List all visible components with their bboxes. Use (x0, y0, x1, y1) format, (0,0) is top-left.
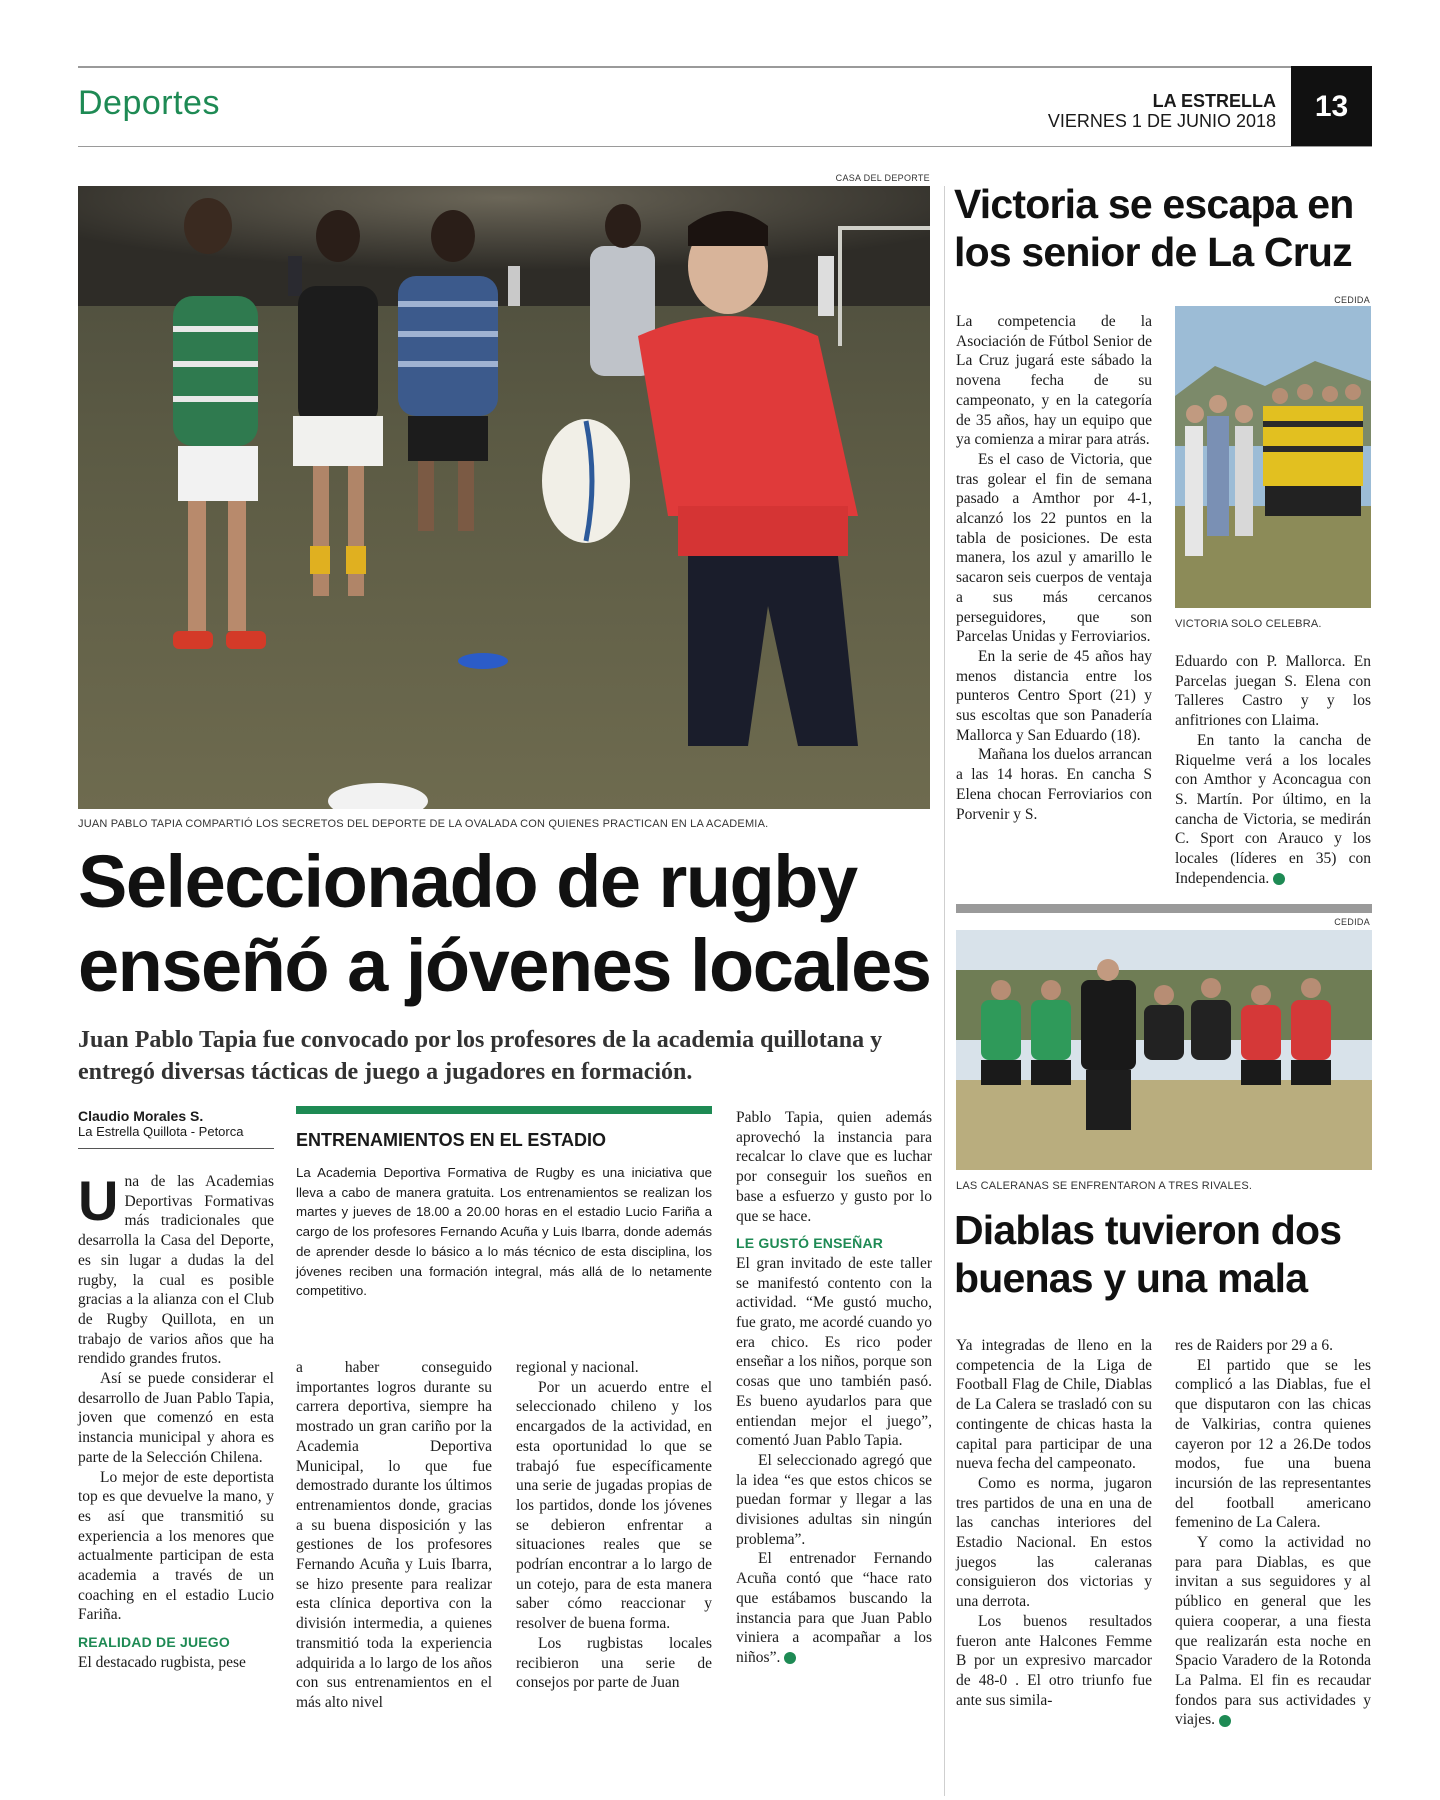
main-col1-paragraph-2: Así se puede considerar el desarrollo de Juan Pablo Tapia, joven que comenzó en esta instancia municipal y ahora es parte de la Selección Chilena. (78, 1370, 274, 1466)
subhead-realidad: REALIDAD DE JUEGO (78, 1634, 230, 1651)
side1-colA-paragraph-2: Es el caso de Victoria, que tras golear el fin de semana pasado a Amthor por 4-1, alcanzó los 22 puntos en la tabla de posiciones. De esta manera, los azul y amarillo le sacaron seis cuerpos de ventaja a sus más cercanos perseguidores, que son Parcelas Unidas y Ferroviarios. (956, 450, 1152, 646)
side1-photo (1175, 306, 1371, 608)
side1-colA-paragraph-1: La competencia de la Asociación de Fútbol Senior de La Cruz jugará este sábado la novena fecha de su campeonato, y en la categoría de 35 años, hay un equipo que ya comienza a mirar para atrás. (956, 313, 1152, 449)
side2-column-a (956, 1336, 1152, 1710)
side1-photo-credit: CEDIDA (1334, 295, 1370, 305)
masthead (1048, 92, 1276, 130)
main-col1-paragraph-4: El destacado rugbista, pese (78, 1653, 246, 1671)
byline (78, 1108, 274, 1139)
main-col3-paragraph-1: regional y nacional. (516, 1359, 639, 1376)
main-photo (78, 186, 930, 809)
side1-column-b (1175, 652, 1371, 888)
main-headline-line1: Seleccionado de rugby (78, 840, 857, 923)
section-title: Deportes (78, 84, 220, 122)
main-column-3 (516, 1358, 712, 1693)
side2-colA-paragraph-2: Como es norma, jugaron tres partidos de una en una de las canchas interiores del Estadio Nacional. En estos juegos las caleranas consiguieron dos victorias y una derrota. (956, 1474, 1152, 1611)
newspaper-name: LA ESTRELLA (1152, 91, 1276, 111)
main-headline-line2: enseñó a jóvenes locales (78, 924, 931, 1007)
side2-photo-credit: CEDIDA (1334, 917, 1370, 927)
main-deck: Juan Pablo Tapia fue convocado por los profesores de la academia quillotana y entregó diversas tácticas de juego a jugadores en formación. (78, 1027, 883, 1085)
header-top-rule (78, 66, 1372, 68)
byline-author: Claudio Morales S. (78, 1108, 204, 1124)
issue-date: VIERNES 1 DE JUNIO 2018 (1047, 111, 1276, 131)
side2-colB-paragraph-2: El partido que se les complicó a las Diablas, fue el que disputaron con las chicas de Valkirias, contra quienes cayeron por 12 a 26.De todos modos, fue una buena incursión de las representantes del football americano femenino de La Calera. (1175, 1356, 1371, 1532)
main-col2-paragraph-1: a haber conseguido importantes logros durante su carrera deportiva, siempre ha mostrado un gran cariño por la Academia Deportiva Municipal, lo que fue demostrado durante los últimos entrenamientos donde, gracias a su buena disposición y las gestiones de los profesores Fernando Acuña y Luis Ibarra, se hizo presente para realizar esta clínica deportiva con la división intermedia, a quienes transmitió toda la experiencia adquirida a lo largo de los años con sus entrenamientos en el más alto nivel (296, 1359, 492, 1711)
drop-cap: U (78, 1169, 119, 1232)
side2-colA-paragraph-3: Los buenos resultados fueron ante Halcones Femme B por un expresivo marcador de 48-0 . El otro triunfo fue ante sus simila- (956, 1612, 1152, 1709)
side1-headline (954, 180, 1374, 276)
main-col4-paragraph-2: El gran invitado de este taller se manifestó contento con la actividad. “Me gustó mucho, fue grato, me acordé cuando yo era chico. Es rico poder enseñar a los niños, porque son cosas que uno también pasó. Es bueno ayudarlos para que entiendan mejor el juego”, comentó Juan Pablo Tapia. (736, 1254, 932, 1450)
side1-headline-line2: los senior de La Cruz (954, 229, 1352, 275)
main-col4-paragraph-1: Pablo Tapia, quien además aprovechó la instancia para recalcar lo clave que es luchar por conseguir los sueños en base a esfuerzo y gusto por lo que se hace. (736, 1109, 932, 1225)
main-column-4 (736, 1108, 932, 1668)
main-headline (78, 840, 938, 1008)
side1-colB-paragraph-2: En tanto la cancha de Riquelme verá a los locales con Amthor y Aconcagua con S. Martín. Por último, en la cancha de Victoria, se medirán C. Sport con Arauco y los locales (líderes en 35) con Independencia. (1175, 731, 1371, 887)
side2-headline-line1: Diablas tuvieron dos (954, 1207, 1342, 1253)
main-photo-credit: CASA DEL DEPORTE (835, 173, 930, 183)
side1-colA-paragraph-4: Mañana los duelos arrancan a las 14 horas. En cancha S Elena chocan Ferroviarios con Porvenir y S. (956, 746, 1152, 823)
main-photo-caption: JUAN PABLO TAPIA COMPARTIÓ LOS SECRETOS DEL DEPORTE DE LA OVALADA CON QUIENES PRACTICAN EN LA ACADEMIA. (78, 818, 769, 830)
info-box-rule (296, 1106, 712, 1114)
side2-colA-paragraph-1: Ya integradas de lleno en la competencia de la Liga de Football Flag de Chile, Diablas de La Calera se trasladó con su contingente de chicas hasta la capital para participar de una nueva fecha del campeonato. (956, 1337, 1152, 1473)
info-box-text: La Academia Deportiva Formativa de Rugby es una iniciativa que lleva a cabo de manera gratuita. Los entrenamientos se realizan los martes y jueves de 18.00 a 20.00 horas en el estadio Lucio Fariña a cargo de los profesores Fernando Acuña y Luis Ibarra, donde además de aprender desde lo básico a lo más técnico de esta disciplina, los jóvenes reciben una formación integral, más allá de lo netamente competitivo. (296, 1165, 712, 1299)
column-divider (944, 186, 945, 1796)
main-col1-paragraph-3: Lo mejor de este deportista top es que devuelve la mano, y es así que transmitió su experiencia a los menores que actualmente participan de esta academia a través de un coaching en el estadio Lucio Fariña. (78, 1468, 274, 1624)
end-mark-icon (784, 1652, 796, 1664)
main-column-1 (78, 1169, 274, 1673)
byline-rule (78, 1148, 274, 1149)
side2-top-rule (956, 904, 1372, 913)
end-mark-icon (1273, 873, 1285, 885)
byline-organization: La Estrella Quillota - Petorca (78, 1124, 244, 1139)
end-mark-icon (1219, 1715, 1231, 1727)
side2-column-b (1175, 1336, 1371, 1730)
main-col1-paragraph-1: na de las Academias Deportivas Formativas más tradicionales que desarrolla la Casa del Deporte, es sin lugar a dudas la del rugby, la cual es posible gracias a la alianza con el Club de Rugby Quillota, en un trabajo de varios años que ha rendido grandes frutos. (78, 1173, 274, 1368)
main-column-2 (296, 1358, 492, 1713)
side1-colB-paragraph-1: Eduardo con P. Mallorca. En Parcelas juegan S. Elena con Talleres Castro y y los anfitriones con Llaima. (1175, 653, 1371, 730)
side2-colB-paragraph-3: Y como la actividad no para para Diablas, es que invitan a sus seguidores y al público en general que les quiera cooperar, a una fiesta que realizarán esta noche en Spacio Varadero de la Rotonda La Palma. El fin es recaudar fondos para sus actividades y viajes. (1175, 1534, 1371, 1729)
side1-column-a (956, 312, 1152, 824)
main-col4-paragraph-3: El seleccionado agregó que la idea “es que estos chicos se puedan formar y llegar a las divisiones adultas sin ningún problema”. (736, 1451, 932, 1548)
side2-photo (956, 930, 1372, 1170)
side2-headline (954, 1206, 1374, 1302)
main-col4-paragraph-4: El entrenador Fernando Acuña contó que “hace rato que estábamos buscando la instancia para que Juan Pablo viniera a acompañar a los niños”. (736, 1550, 932, 1666)
main-col3-paragraph-3: Los rugbistas locales recibieron una serie de consejos por parte de Juan (516, 1634, 712, 1692)
page-number: 13 (1291, 66, 1372, 147)
side1-headline-line1: Victoria se escapa en (954, 181, 1354, 227)
main-col3-paragraph-2: Por un acuerdo entre el seleccionado chileno y los encargados de la actividad, en esta oportunidad lo que se trabajó fue específicamente una serie de jugadas propias de los partidos, donde los jóvenes se debieron enfrentar a situaciones reales que se podrían encontrar a lo largo de un cotejo, para de esta manera saber cómo reaccionar y resolver de buena forma. (516, 1378, 712, 1633)
subhead-le-gusto: LE GUSTÓ ENSEÑAR (736, 1235, 884, 1252)
side2-colB-paragraph-1: res de Raiders por 29 a 6. (1175, 1337, 1333, 1354)
header-bottom-rule (78, 146, 1372, 147)
info-box (296, 1106, 712, 1301)
info-box-title: ENTRENAMIENTOS EN EL ESTADIO (296, 1130, 607, 1150)
side2-headline-line2: buenas y una mala (954, 1255, 1308, 1301)
side2-photo-caption: LAS CALERANAS SE ENFRENTARON A TRES RIVALES. (956, 1180, 1253, 1192)
side1-photo-caption: VICTORIA SOLO CELEBRA. (1175, 618, 1322, 630)
side1-colA-paragraph-3: En la serie de 45 años hay menos distancia entre los punteros Centro Sport (21) y sus escoltas que son Panadería Mallorca y San Eduardo (18). (956, 647, 1152, 744)
